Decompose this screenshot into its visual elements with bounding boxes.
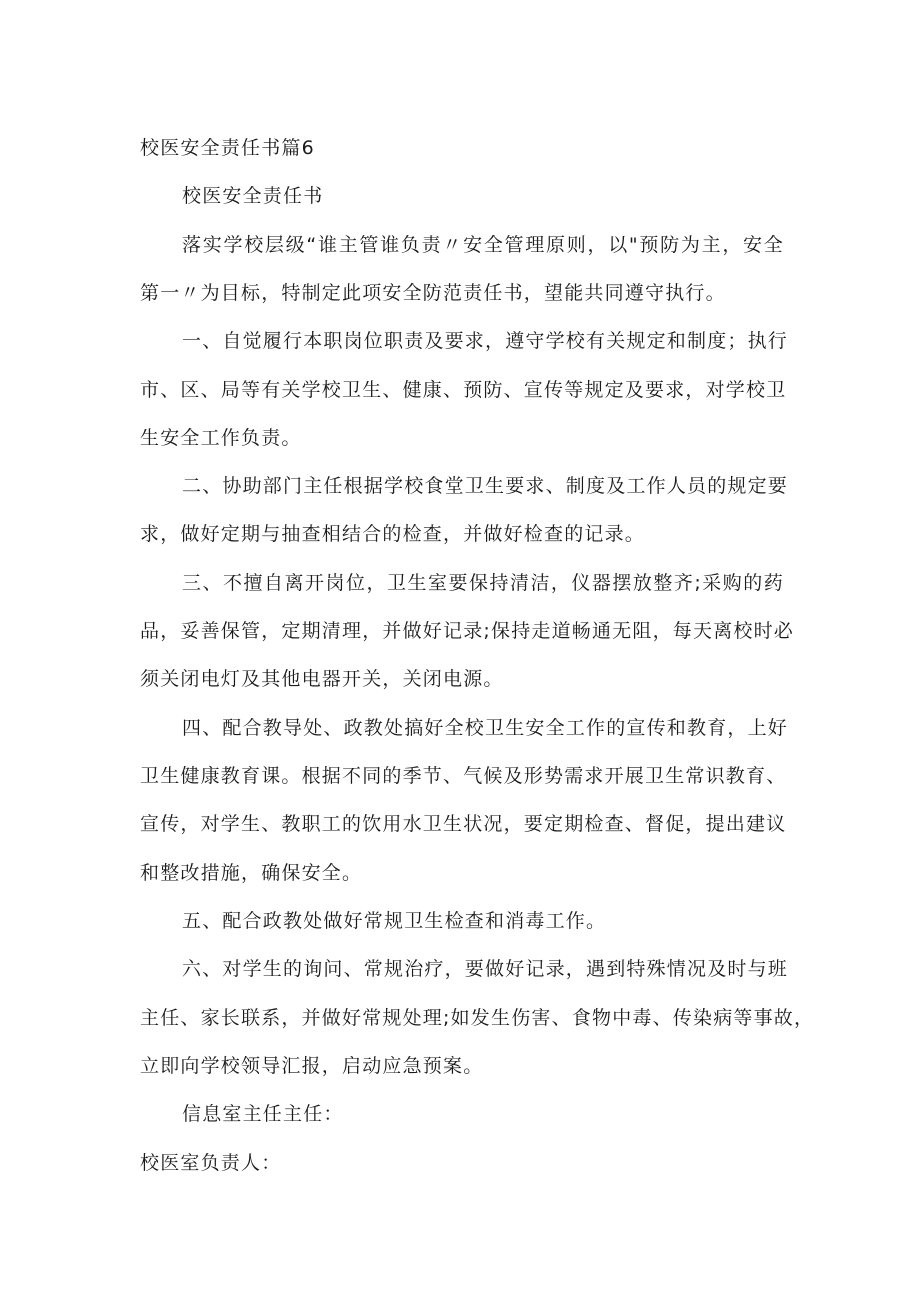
paragraph-line: 须关闭电灯及其他电器开关，关闭电源。 — [140, 668, 504, 690]
paragraph-line: 卫生健康教育课。根据不同的季节、气候及形势需求开展卫生常识教育、 — [140, 765, 787, 787]
paragraph-line: 三、不擅自离开岗位，卫生室要保持清洁，仪器摆放整齐;采购的药 — [182, 572, 784, 594]
paragraph-line: 一、自觉履行本职岗位职责及要求，遵守学校有关规定和制度；执行 — [182, 330, 789, 352]
paragraph-line: 四、配合教导处、政教处搞好全校卫生安全工作的宣传和教育，上好 — [182, 717, 789, 739]
signature-label-office-director: 信息室主任主任： — [182, 1103, 344, 1125]
paragraph-line: 品，妥善保管，定期清理，并做好记录;保持走道畅通无阻，每天离校时必 — [140, 620, 795, 642]
paragraph-line: 二、协助部门主任根据学校食堂卫生要求、制度及工作人员的规定要 — [182, 475, 789, 497]
document-heading: 校医安全责任书篇6 — [140, 137, 315, 159]
paragraph-line: 宣传，对学生、教职工的饮用水卫生状况，要定期检查、督促，提出建议 — [140, 813, 787, 835]
signature-label-clinic-head: 校医室负责人： — [140, 1152, 282, 1174]
paragraph-line: 求，做好定期与抽查相结合的检查，并做好检查的记录。 — [140, 523, 646, 545]
paragraph-line: 第一〃为目标，特制定此项安全防范责任书，望能共同遵守执行。 — [140, 282, 726, 304]
paragraph-line: 六、对学生的询问、常规治疗，要做好记录，遇到特殊情况及时与班 — [182, 958, 789, 980]
paragraph-line: 生安全工作负责。 — [140, 427, 302, 449]
paragraph-line: 和整改措施，确保安全。 — [140, 862, 363, 884]
document-subtitle: 校医安全责任书 — [182, 185, 324, 207]
paragraph-line: 主任、家长联系，并做好常规处理;如发生伤害、食物中毒、传染病等事故， — [140, 1007, 815, 1029]
paragraph-line: 五、配合政教处做好常规卫生检查和消毒工作。 — [182, 910, 607, 932]
paragraph-line: 立即向学校领导汇报，启动应急预案。 — [140, 1055, 484, 1077]
paragraph-line: 落实学校层级“谁主管谁负责〃安全管理原则，以"预防为主，安全 — [182, 234, 784, 256]
paragraph-line: 市、区、局等有关学校卫生、健康、预防、宣传等规定及要求，对学校卫 — [140, 379, 787, 401]
